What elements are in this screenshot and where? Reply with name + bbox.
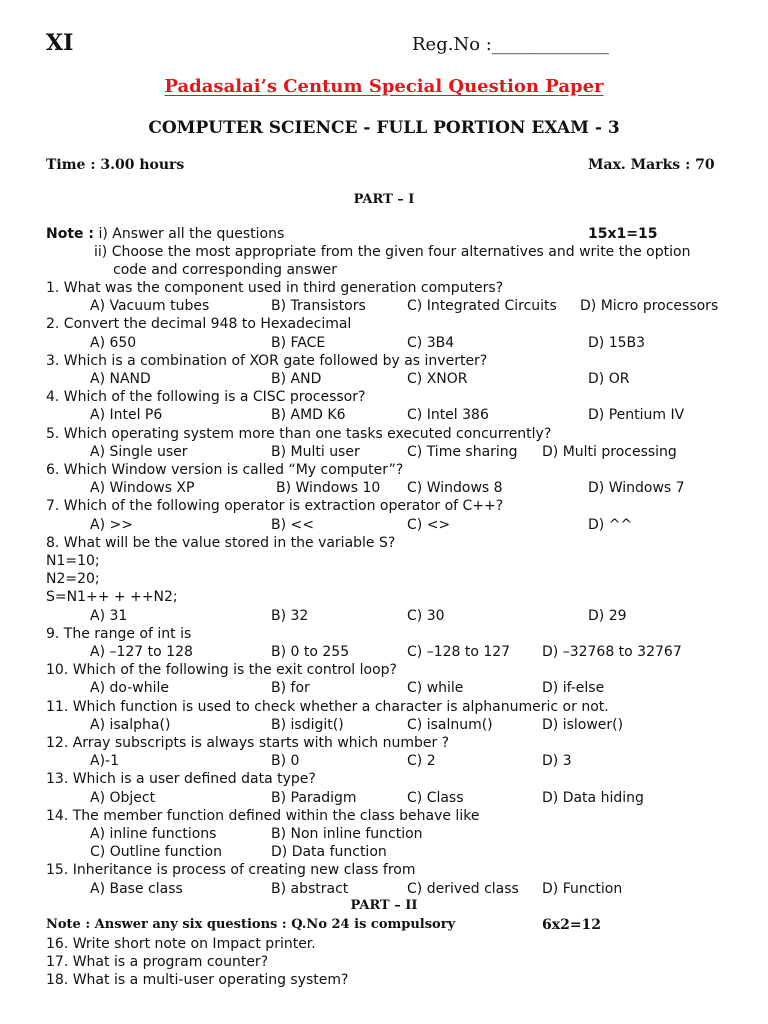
option-b: B) abstract: [271, 880, 349, 897]
option-b: B) Multi user: [271, 443, 360, 460]
option-a: A) –127 to 128: [90, 644, 193, 660]
note-instruction-3: code and corresponding answer: [113, 262, 338, 278]
code-line: S=N1++ + ++N2;: [46, 589, 178, 606]
option-d: D) 3: [542, 753, 572, 770]
part1-marks: 15x1=15: [588, 226, 658, 242]
option-b: B) Non inline function: [271, 826, 423, 842]
option-c: C) Intel 386: [407, 407, 489, 424]
option-a: A) inline functions: [90, 826, 217, 842]
option-c: C) <>: [407, 516, 451, 533]
note-instruction-2: ii) Choose the most appropriate from the given four alternatives and write the option: [94, 244, 691, 260]
part2-heading: PART – II: [350, 898, 418, 913]
class-label: XI: [46, 30, 74, 56]
option-a: A) Intel P6: [90, 407, 163, 424]
option-c: C) derived class: [407, 880, 519, 897]
option-d: D) Function: [542, 880, 623, 897]
option-b: B) for: [271, 680, 310, 697]
option-b: B) AMD K6: [271, 407, 346, 424]
option-b: B) FACE: [271, 334, 326, 351]
option-c: C) Outline function: [90, 844, 222, 861]
question-text: 4. Which of the following is a CISC processor?: [46, 389, 366, 406]
option-d: D) Data function: [271, 844, 387, 861]
option-b: B) 32: [271, 607, 309, 624]
option-c: C) 30: [407, 607, 445, 624]
question-text: 10. Which of the following is the exit control loop?: [46, 662, 397, 679]
question-text: 15. Inheritance is process of creating new class from: [46, 862, 416, 879]
option-a: A) isalpha(): [90, 716, 171, 733]
option-a: A) NAND: [90, 371, 151, 387]
exam-title: COMPUTER SCIENCE - FULL PORTION EXAM - 3: [148, 118, 620, 138]
option-a: A)-1: [90, 753, 119, 770]
option-b: B) 0 to 255: [271, 644, 350, 660]
question-text: 1. What was the component used in third generation computers?: [46, 280, 504, 296]
exam-time: Time : 3.00 hours: [46, 157, 185, 173]
option-b: B) Windows 10: [276, 480, 381, 497]
option-c: C) Integrated Circuits: [407, 298, 557, 315]
part2-note: Note : Answer any six questions : Q.No 24 is compulsory: [46, 917, 456, 932]
question-text: 8. What will be the value stored in the variable S?: [46, 534, 396, 551]
option-d: D) Multi processing: [542, 443, 677, 460]
option-c: C) 3B4: [407, 334, 455, 351]
option-c: C) XNOR: [407, 371, 468, 387]
question-text: 6. Which Window version is called “My computer”?: [46, 462, 404, 478]
option-b: B) <<: [271, 516, 314, 533]
part2-question-text: 16. Write short note on Impact printer.: [46, 936, 316, 952]
option-d: D) islower(): [542, 716, 624, 733]
option-a: A) do-while: [90, 680, 169, 697]
option-b: B) 0: [271, 753, 300, 770]
reg-no-blank: _____________: [491, 34, 609, 55]
option-b: B) Transistors: [271, 298, 366, 315]
option-b: B) AND: [271, 371, 322, 387]
question-text: 2. Convert the decimal 948 to Hexadecimal: [46, 316, 352, 333]
part2-marks: 6x2=12: [542, 917, 602, 933]
reg-no-label: [412, 34, 609, 55]
code-line: N1=10;: [46, 553, 100, 569]
option-d: D) 29: [588, 607, 627, 624]
option-c: C) –128 to 127: [407, 644, 511, 660]
question-text: 5. Which operating system more than one tasks executed concurrently?: [46, 425, 552, 442]
option-d: D) OR: [588, 371, 630, 387]
option-a: A) Vacuum tubes: [90, 298, 210, 315]
part1-note: [46, 225, 284, 243]
option-b: B) isdigit(): [271, 716, 344, 733]
option-c: C) 2: [407, 753, 436, 770]
question-text: 11. Which function is used to check whether a character is alphanumeric or not.: [46, 698, 609, 715]
option-d: D) Data hiding: [542, 789, 644, 806]
question-text: 14. The member function defined within the class behave like: [46, 807, 480, 824]
option-c: C) Windows 8: [407, 480, 503, 497]
question-text: 7. Which of the following operator is extraction operator of C++?: [46, 498, 504, 515]
option-a: A) Base class: [90, 880, 183, 897]
part2-question-text: 18. What is a multi-user operating system?: [46, 972, 349, 989]
option-a: A) Windows XP: [90, 480, 195, 497]
part1-heading: PART – I: [353, 192, 415, 207]
option-d: D) Pentium IV: [588, 407, 685, 424]
note-instruction-1: i) Answer all the questions: [94, 226, 285, 242]
option-a: A) Single user: [90, 443, 188, 460]
option-d: D) Windows 7: [588, 480, 685, 497]
option-d: D) 15B3: [588, 334, 646, 351]
option-d: D) if-else: [542, 680, 605, 697]
question-text: 3. Which is a combination of XOR gate followed by as inverter?: [46, 352, 488, 369]
option-d: D) –32768 to 32767: [542, 644, 682, 660]
brand-title: Padasalai’s Centum Special Question Paper: [164, 76, 604, 97]
option-a: A) Object: [90, 789, 156, 806]
question-text: 12. Array subscripts is always starts with which number ?: [46, 735, 450, 751]
option-b: B) Paradigm: [271, 789, 357, 806]
reg-no-text: Reg.No :: [412, 34, 492, 55]
max-marks: Max. Marks : 70: [588, 157, 715, 173]
option-d: D) Micro processors: [580, 298, 719, 315]
note-label: Note :: [46, 226, 94, 242]
option-c: C) while: [407, 680, 464, 697]
option-c: C) Class: [407, 789, 464, 806]
question-text: 13. Which is a user defined data type?: [46, 771, 316, 788]
option-d: D) ^^: [588, 516, 633, 533]
option-a: A) >>: [90, 516, 133, 533]
code-line: N2=20;: [46, 571, 100, 588]
part2-question-text: 17. What is a program counter?: [46, 954, 269, 971]
option-c: C) Time sharing: [407, 443, 518, 460]
option-c: C) isalnum(): [407, 716, 493, 733]
question-text: 9. The range of int is: [46, 625, 192, 642]
option-a: A) 650: [90, 334, 137, 351]
option-a: A) 31: [90, 607, 128, 624]
